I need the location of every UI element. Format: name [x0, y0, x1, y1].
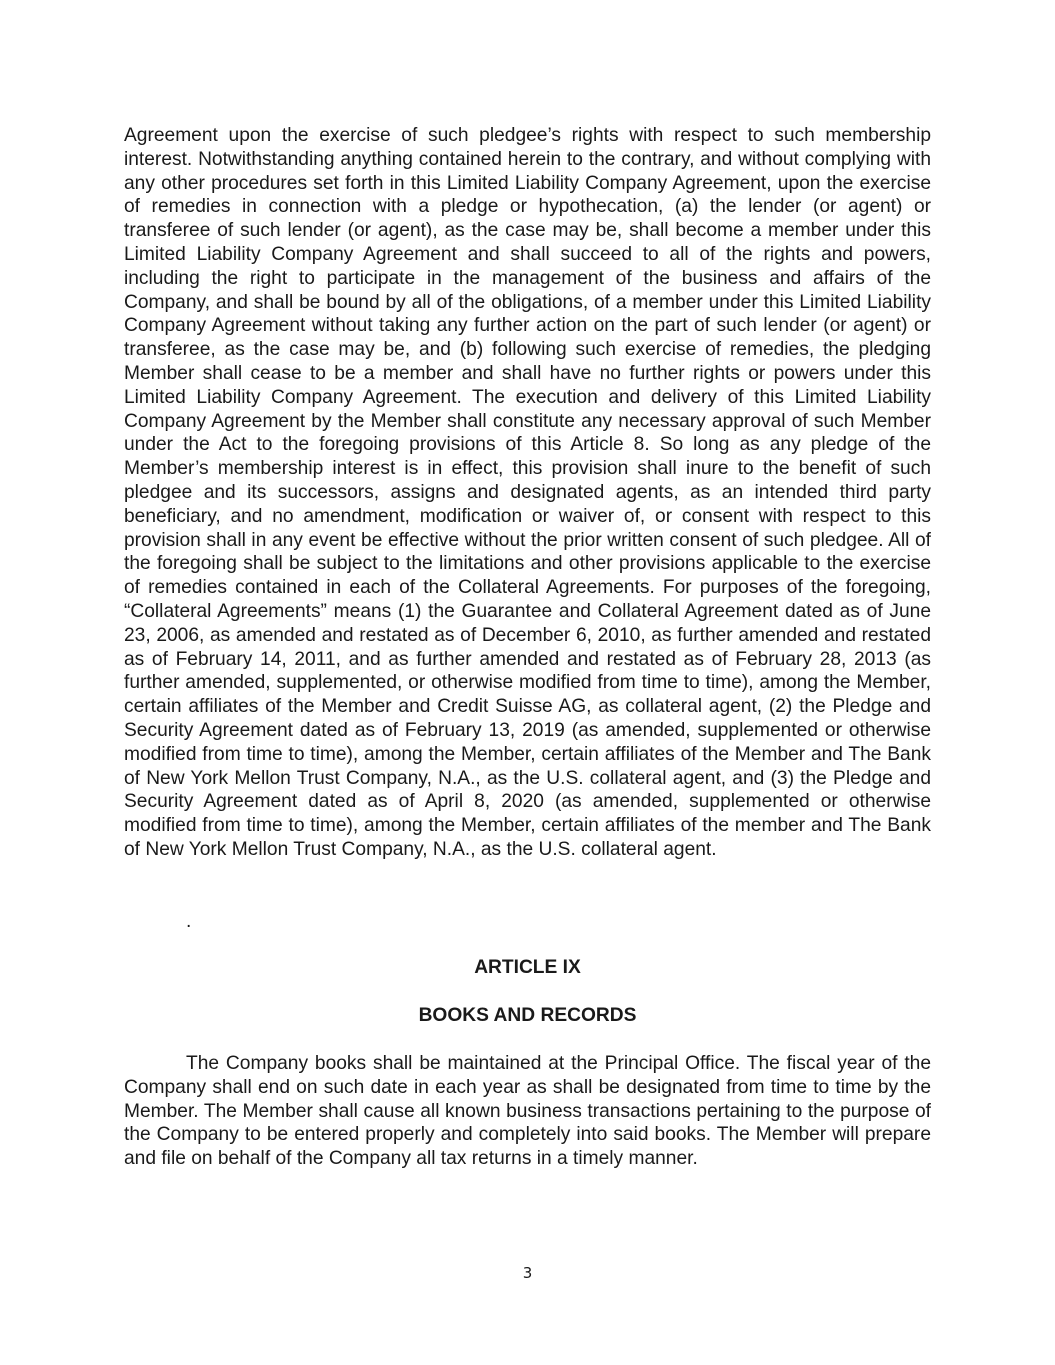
article-heading: ARTICLE IX — [474, 957, 581, 978]
section-heading: BOOKS AND RECORDS — [418, 1005, 637, 1026]
page-number: 3 — [522, 1264, 533, 1282]
body-paragraph-books-and-records: The Company books shall be maintained at the Principal Office. The fiscal year of the Company shall end on such date in each year as shall be designated from time to time by the Member. The Member shall cause all known business transactions pertaining to the purpose of the Company to be entered properly and completely into said books. The Member will prepare and file on behalf of the Company all tax returns in a timely manner. — [124, 1053, 931, 1170]
stray-period-mark: . — [186, 911, 192, 932]
body-paragraph-pledge-provisions: Agreement upon the exercise of such pledgee’s rights with respect to such membership interest. Notwithstanding anything contained herein to the contrary, and without complying with any other procedures set forth in this Limited Liability Company Agreement, upon the exercise of remedies in connection with a pledge or hypothecation, (a) the lender (or agent) or transferee of such lender (or agent), as the case may be, shall become a member under this Limited Liability Company Agreement and shall succeed to all of the rights and powers, including the right to participate in the management of the business and affairs of the Company, and shall be bound by all of the obligations, of a member under this Limited Liability Company Agreement without taking any further action on the part of such lender (or agent) or transferee, as the case may be, and (b) following such exercise of remedies, the pledging Member shall cease to be a member and shall have no further rights or powers under this Limited Liability Company Agreement. The execution and delivery of this Limited Liability Company Agreement by the Member shall constitute any necessary approval of such Member under the Act to the foregoing provisions of this Article 8. So long as any pledge of the Member’s membership interest is in effect, this provision shall inure to the benefit of such pledgee and its successors, assigns and designated agents, as an intended third party beneficiary, and no amendment, modification or waiver of, or consent with respect to this provision shall in any event be effective without the prior written consent of such pledgee. All of the foregoing shall be subject to the limitations and other provisions applicable to the exercise of remedies contained in each of the Collateral Agreements. For purposes of the foregoing, “Collateral Agreements” means (1) the Guarantee and Collateral Agreement dated as of June 23, 2006, as amended and restated as of December 6, 2010, as further amended and restated as of February 14, 2011, and as further amended and restated as of February 28, 2013 (as further amended, supplemented, or otherwise modified from time to time), among the Member, certain affiliates of the Member and Credit Suisse AG, as collateral agent, (2) the Pledge and Security Agreement dated as of February 13, 2019 (as amended, supplemented or otherwise modified from time to time), among the Member, certain affiliates of the Member and The Bank of New York Mellon Trust Company, N.A., as the U.S. collateral agent, and (3) the Pledge and Security Agreement dated as of April 8, 2020 (as amended, supplemented or otherwise modified from time to time), among the Member, certain affiliates of the member and The Bank of New York Mellon Trust Company, N.A., as the U.S. collateral agent. — [124, 125, 931, 860]
